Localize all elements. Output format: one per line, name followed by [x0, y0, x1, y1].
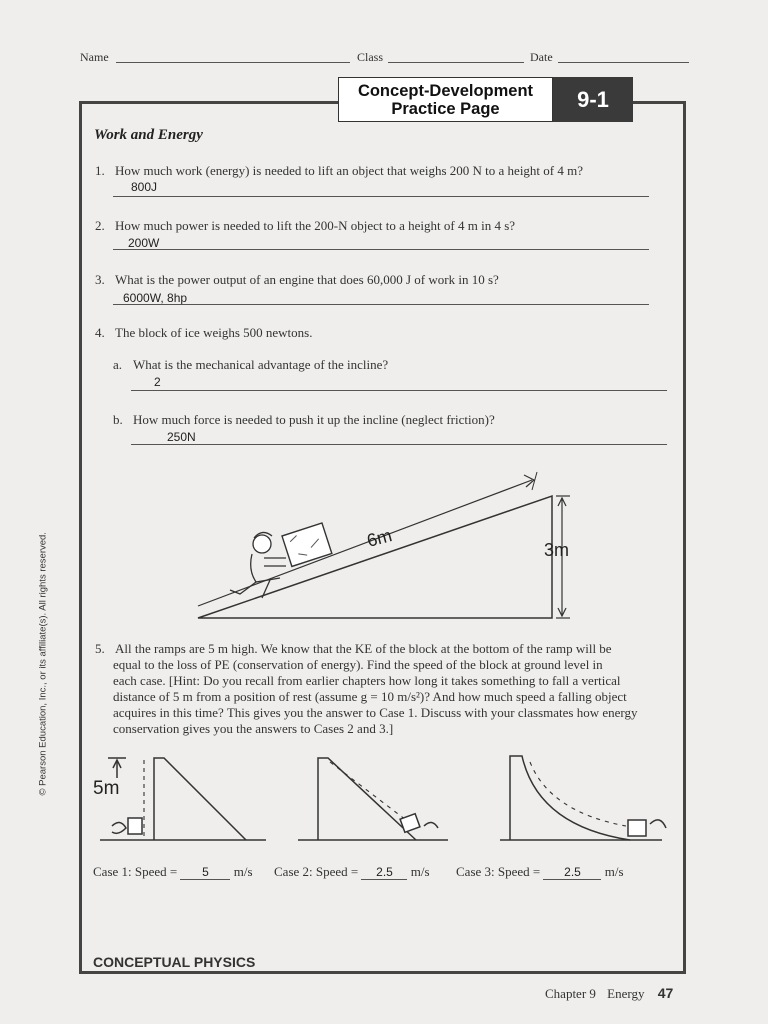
incline-length-label: 6m — [364, 525, 395, 551]
question-number: 5. — [95, 641, 105, 656]
case-unit: m/s — [233, 864, 253, 879]
ice-block — [282, 523, 332, 566]
question-number: 3. — [95, 272, 105, 287]
question-text: How much power is needed to lift the 200-N object to a height of 4 m in 4 s? — [115, 218, 516, 233]
page-number: 47 — [657, 985, 674, 1001]
page-title — [338, 77, 553, 122]
page-title-line1: Concept-Development — [357, 82, 534, 100]
answer-line — [131, 390, 667, 391]
question-2 — [95, 218, 515, 234]
answer-4b[interactable]: 250N — [167, 430, 196, 444]
subquestion-b — [113, 412, 495, 428]
answer-line — [113, 196, 649, 197]
case-label: Case 1: Speed = — [93, 864, 178, 879]
question-4 — [95, 325, 312, 341]
case-unit: m/s — [604, 864, 624, 879]
question-5 — [95, 641, 612, 657]
date-label: Date — [530, 50, 553, 64]
date-field[interactable] — [558, 62, 689, 63]
name-label: Name — [80, 50, 109, 64]
book-title: CONCEPTUAL PHYSICS — [93, 954, 256, 970]
answer-2[interactable]: 200W — [128, 236, 160, 250]
answer-3[interactable]: 6000W, 8hp — [123, 291, 188, 305]
answer-4a[interactable]: 2 — [154, 375, 161, 389]
section-title: Work and Energy — [94, 127, 203, 143]
class-label: Class — [357, 50, 384, 64]
case-3-answer[interactable]: 2.5 — [543, 865, 601, 880]
question-1 — [95, 163, 583, 179]
case2-ramp — [318, 758, 438, 840]
subquestion-text: What is the mechanical advantage of the incline? — [133, 357, 389, 372]
case1-ramp — [108, 758, 246, 840]
question-text: The block of ice weighs 500 newtons. — [115, 325, 313, 340]
answer-line — [113, 304, 649, 305]
chapter-topic: Energy — [607, 986, 645, 1001]
question-5-line: conservation gives you the answers to Cases 2 and 3.] — [113, 721, 394, 736]
question-5-line: acquires in this time? This gives you the answer to Case 1. Discuss with your classmates how energy — [113, 705, 638, 720]
case-2 — [274, 864, 430, 880]
case-2-answer[interactable]: 2.5 — [361, 865, 407, 880]
case-1 — [93, 864, 253, 880]
class-field[interactable] — [388, 62, 524, 63]
case-3 — [456, 864, 624, 880]
question-5-line: All the ramps are 5 m high. We know that the KE of the block at the bottom of the ramp will be — [115, 641, 612, 656]
worker-figure — [230, 532, 286, 598]
page-title-line2: Practice Page — [391, 100, 500, 118]
question-5-line: distance of 5 m from a position of rest (assume g = 10 m/s²)? And how much speed a falling object — [113, 689, 627, 704]
subquestion-a — [113, 357, 388, 373]
question-number: 1. — [95, 163, 105, 178]
footer-chapter — [545, 985, 673, 1002]
question-5-line: equal to the loss of PE (conservation of energy). Find the speed of the block at ground level in — [113, 657, 603, 672]
length-arrow — [198, 480, 532, 606]
answer-line — [113, 249, 649, 250]
subquestion-letter: b. — [113, 412, 123, 427]
case-label: Case 2: Speed = — [274, 864, 359, 879]
subquestion-text: How much force is needed to push it up the incline (neglect friction)? — [133, 412, 495, 427]
incline-height-label: 3m — [544, 540, 570, 560]
case-label: Case 3: Speed = — [456, 864, 541, 879]
subquestion-letter: a. — [113, 357, 123, 372]
ramp-height-label: 5m — [93, 778, 120, 799]
copyright-notice: © Pearson Education, Inc., or its affiliate(s). All rights reserved. — [37, 532, 49, 796]
case3-ramp — [510, 756, 666, 840]
question-number: 2. — [95, 218, 105, 233]
case-unit: m/s — [410, 864, 430, 879]
ramps-diagram — [90, 748, 680, 848]
chapter-number: Chapter 9 — [545, 986, 596, 1001]
question-5-line: each case. [Hint: Do you recall from earlier chapters how long it takes something to fall a vertical — [113, 673, 621, 688]
answer-line — [131, 444, 667, 445]
question-text: What is the power output of an engine that does 60,000 J of work in 10 s? — [115, 272, 499, 287]
case-1-answer[interactable]: 5 — [180, 865, 230, 880]
question-text: How much work (energy) is needed to lift an object that weighs 200 N to a height of 4 m? — [115, 163, 584, 178]
question-number: 4. — [95, 325, 105, 340]
answer-1[interactable]: 800J — [131, 180, 158, 194]
name-field[interactable] — [116, 62, 350, 63]
section-badge: 9-1 — [553, 77, 633, 122]
question-3 — [95, 272, 499, 288]
